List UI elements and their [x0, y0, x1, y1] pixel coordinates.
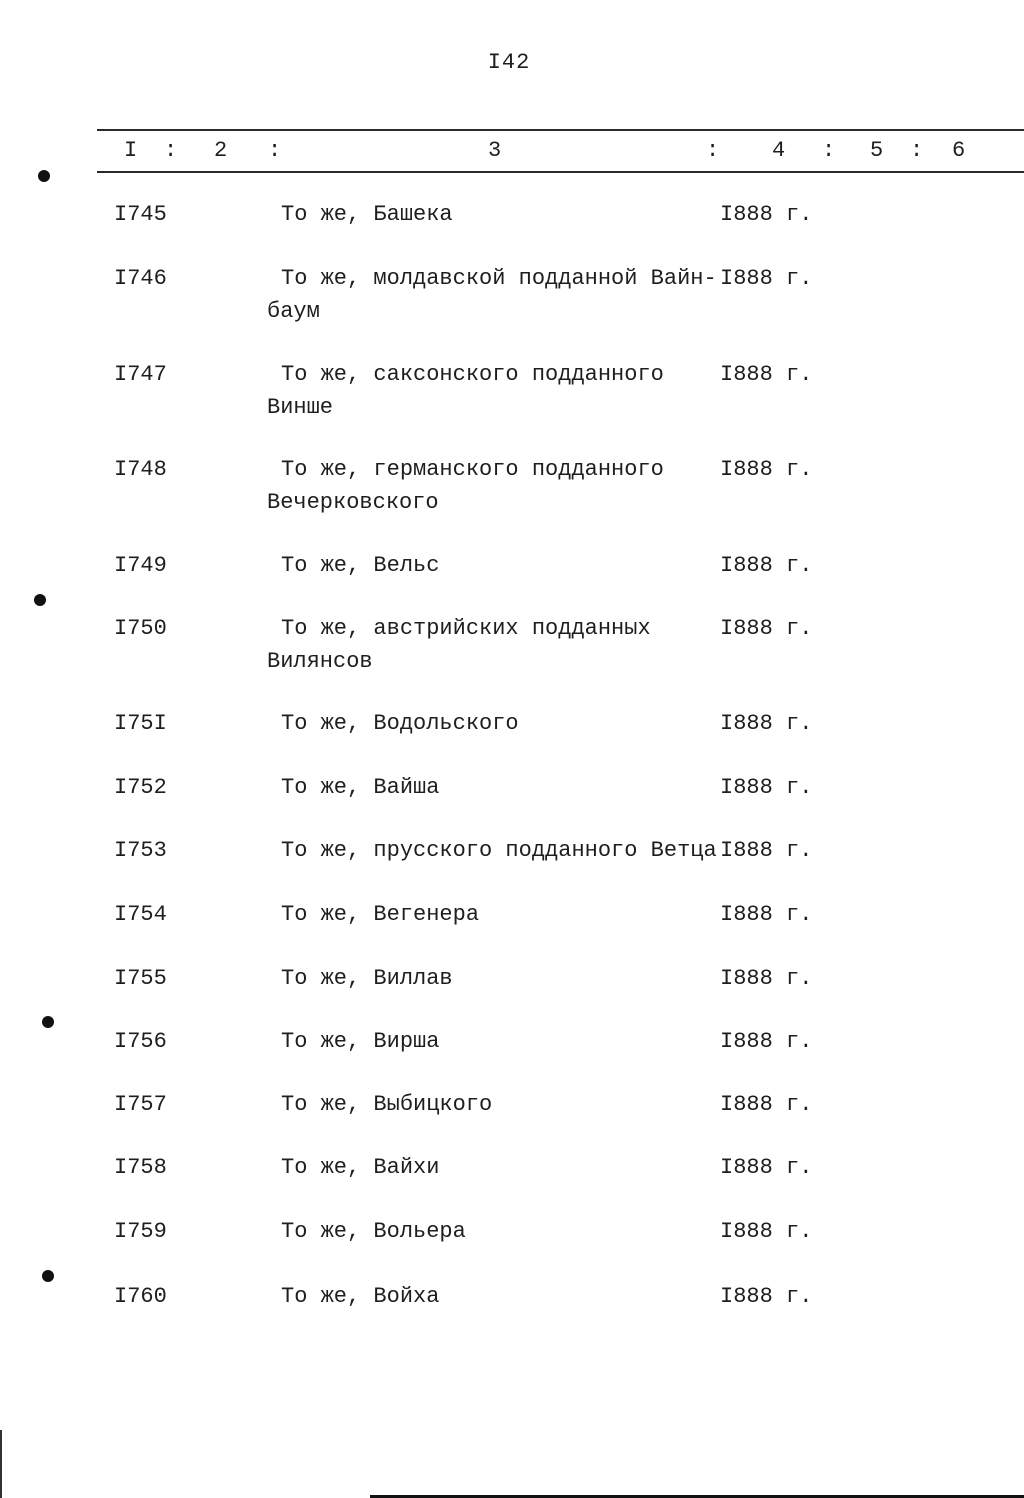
record-description: То же, Виллав — [281, 966, 453, 991]
header-separator: : — [822, 138, 836, 163]
header-bottom-rule — [97, 171, 1024, 173]
record-number: I755 — [114, 966, 167, 991]
record-year: I888 г. — [720, 1284, 813, 1309]
record-description: То же, прусского подданного Ветца — [281, 838, 717, 863]
record-year: I888 г. — [720, 202, 813, 227]
record-number: I748 — [114, 457, 167, 482]
header-top-rule — [97, 129, 1024, 131]
record-description-continued: Вечерковского — [267, 490, 439, 515]
record-year: I888 г. — [720, 616, 813, 641]
record-description: То же, Вельс — [281, 553, 440, 578]
record-number: I759 — [114, 1219, 167, 1244]
record-number: I752 — [114, 775, 167, 800]
record-description: То же, Башека — [281, 202, 453, 227]
page-number: I42 — [487, 50, 531, 75]
record-year: I888 г. — [720, 711, 813, 736]
punch-hole-icon — [42, 1270, 54, 1282]
header-col-5: 5 — [870, 138, 884, 163]
record-description: То же, Выбицкого — [281, 1092, 493, 1117]
record-description: То же, саксонского подданного Винше — [281, 358, 721, 424]
record-number: I757 — [114, 1092, 167, 1117]
header-col-2: 2 — [214, 138, 228, 163]
record-description: То же, Водольского — [281, 711, 519, 736]
record-number: I760 — [114, 1284, 167, 1309]
record-description: То же, германского подданного Вечерковского — [281, 453, 721, 519]
record-description-continued: Винше — [267, 395, 334, 420]
record-number: I75I — [114, 711, 167, 736]
record-year: I888 г. — [720, 1155, 813, 1180]
scan-edge-left — [0, 1430, 2, 1498]
record-description: То же, Вольера — [281, 1219, 466, 1244]
record-number: I747 — [114, 362, 167, 387]
header-col-6: 6 — [952, 138, 966, 163]
record-description: То же, Войха — [281, 1284, 440, 1309]
table-header — [0, 138, 1024, 166]
record-description: То же, молдавской подданной Вайн- баум — [281, 262, 721, 328]
header-separator: : — [164, 138, 178, 163]
record-year: I888 г. — [720, 553, 813, 578]
record-description: То же, австрийских подданных Вилянсов — [281, 612, 721, 678]
record-year: I888 г. — [720, 1029, 813, 1054]
record-description: То же, Вайхи — [281, 1155, 440, 1180]
record-description-continued: Вилянсов — [267, 649, 373, 674]
record-number: I749 — [114, 553, 167, 578]
record-number: I756 — [114, 1029, 167, 1054]
record-number: I758 — [114, 1155, 167, 1180]
record-year: I888 г. — [720, 1219, 813, 1244]
record-number: I750 — [114, 616, 167, 641]
record-year: I888 г. — [720, 266, 813, 291]
record-year: I888 г. — [720, 362, 813, 387]
record-number: I746 — [114, 266, 167, 291]
header-col-3: 3 — [488, 138, 502, 163]
record-year: I888 г. — [720, 966, 813, 991]
punch-hole-icon — [34, 594, 46, 606]
record-description: То же, Вайша — [281, 775, 440, 800]
record-number: I754 — [114, 902, 167, 927]
record-number: I753 — [114, 838, 167, 863]
punch-hole-icon — [42, 1016, 54, 1028]
punch-hole-icon — [38, 170, 50, 182]
record-description-continued: баум — [267, 299, 320, 324]
record-year: I888 г. — [720, 457, 813, 482]
record-year: I888 г. — [720, 902, 813, 927]
header-separator: : — [706, 138, 720, 163]
record-year: I888 г. — [720, 838, 813, 863]
record-year: I888 г. — [720, 1092, 813, 1117]
header-col-1: I — [124, 138, 138, 163]
header-separator: : — [910, 138, 924, 163]
header-col-4: 4 — [772, 138, 786, 163]
record-description: То же, Вирша — [281, 1029, 440, 1054]
record-number: I745 — [114, 202, 167, 227]
record-description: То же, Вегенера — [281, 902, 480, 927]
record-year: I888 г. — [720, 775, 813, 800]
header-separator: : — [268, 138, 282, 163]
